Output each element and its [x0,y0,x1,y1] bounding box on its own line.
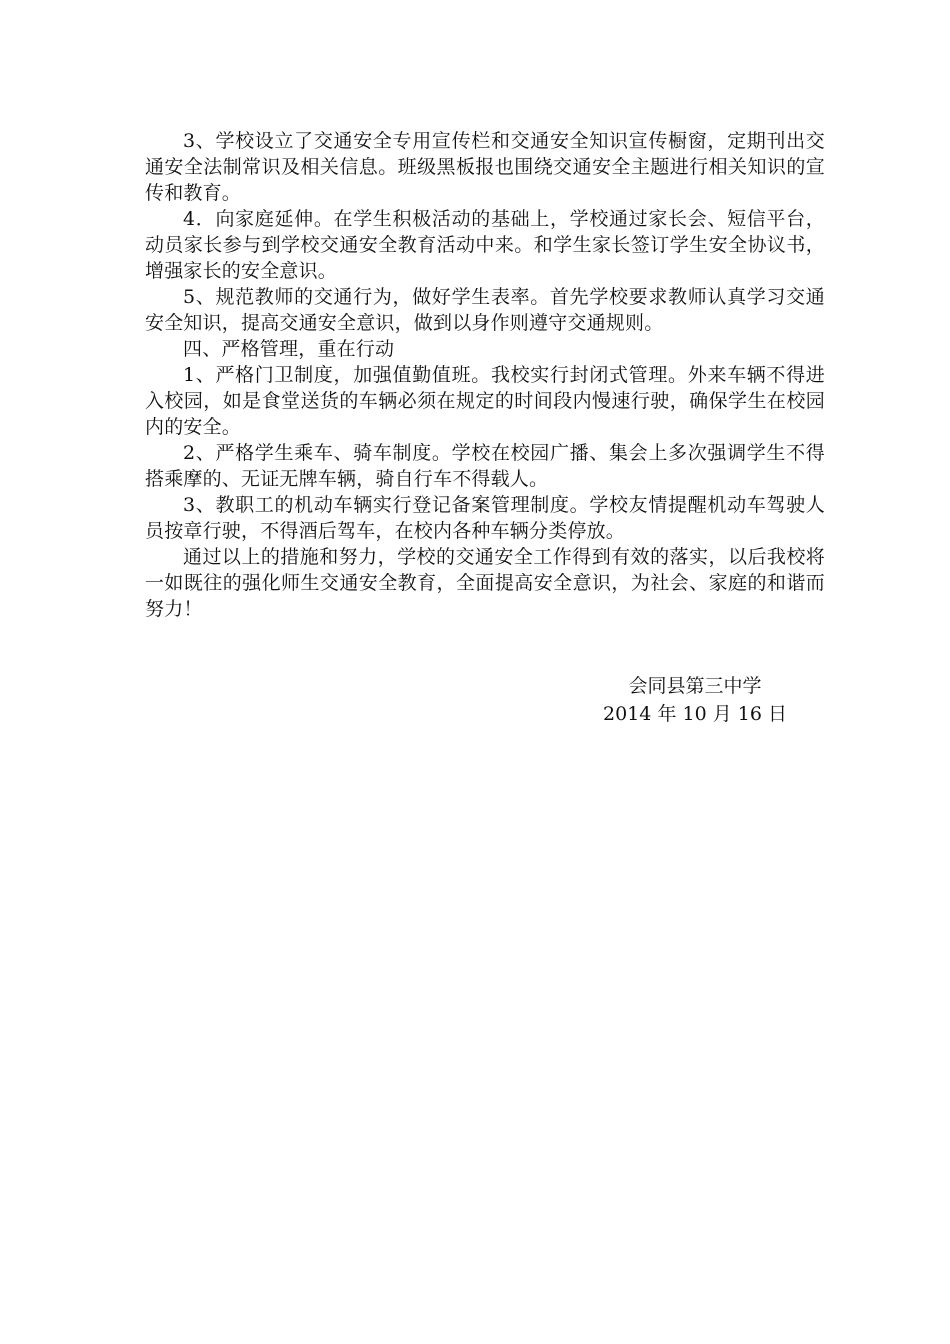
paragraph-teacher-behavior: 5、规范教师的交通行为，做好学生表率。首先学校要求教师认真学习交通安全知识，提高交通安全意识，做到以身作则遵守交通规则。 [145,286,825,334]
document-body [145,128,825,622]
paragraph-staff-vehicles: 3、教职工的机动车辆实行登记备案管理制度。学校友情提醒机动车驾驶人员按章行驶，不得酒后驾车，在校内各种车辆分类停放。 [145,494,825,542]
paragraph-family-extension: 4．向家庭延伸。在学生积极活动的基础上，学校通过家长会、短信平台，动员家长参与到学校交通安全教育活动中来。和学生家长签订学生安全协议书，增强家长的安全意识。 [145,208,825,282]
paragraph-conclusion: 通过以上的措施和努力，学校的交通安全工作得到有效的落实，以后我校将一如既往的强化师生交通安全教育，全面提高安全意识，为社会、家庭的和谐而努力！ [145,546,825,620]
section-heading-strict-management: 四、严格管理，重在行动 [183,338,395,360]
signature-date: 2014 年 10 月 16 日 [603,703,787,725]
signature-organization: 会同县第三中学 [628,675,762,697]
paragraph-riding-rules: 2、严格学生乘车、骑车制度。学校在校园广播、集会上多次强调学生不得搭乘摩的、无证无牌车辆，骑自行车不得载人。 [145,442,825,490]
signature-block [575,672,815,728]
paragraph-publicity-board: 3、学校设立了交通安全专用宣传栏和交通安全知识宣传橱窗，定期刊出交通安全法制常识及相关信息。班级黑板报也围绕交通安全主题进行相关知识的宣传和教育。 [145,130,825,204]
paragraph-gate-guard: 1、严格门卫制度，加强值勤值班。我校实行封闭式管理。外来车辆不得进入校园，如是食堂送货的车辆必须在规定的时间段内慢速行驶，确保学生在校园内的安全。 [145,364,825,438]
